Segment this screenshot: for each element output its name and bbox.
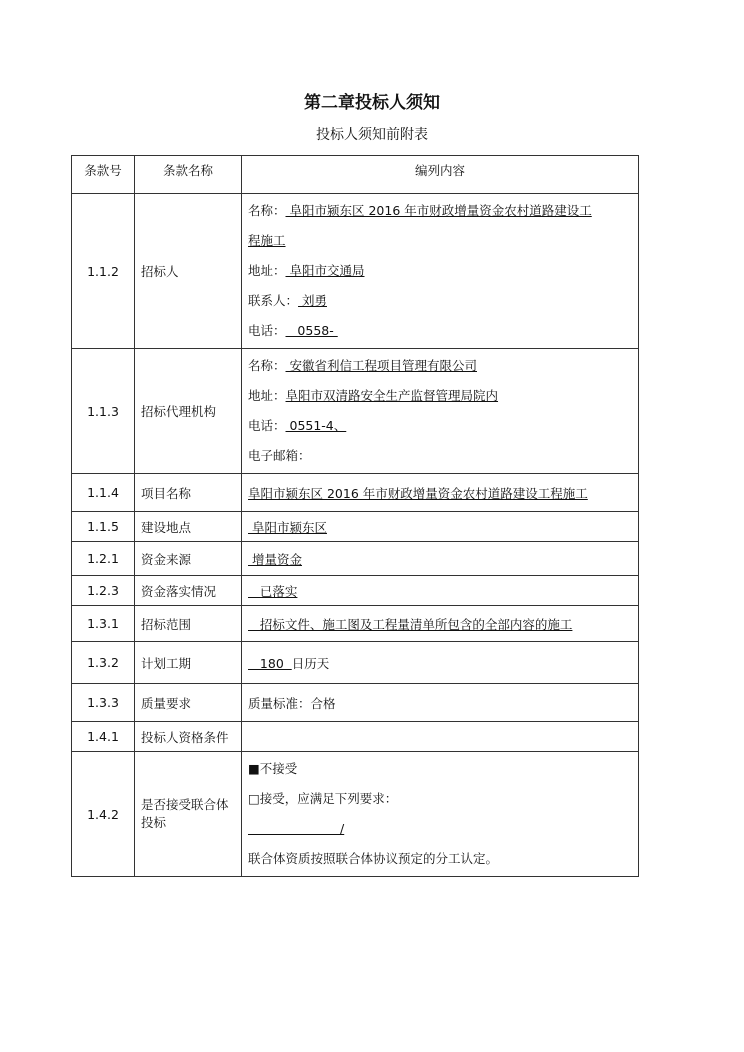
table-row [72, 752, 639, 877]
clause-name: 招标人 [135, 194, 242, 349]
header-no: 条款号 [72, 156, 135, 194]
clause-content: 已落实 [242, 576, 639, 606]
clause-name: 资金落实情况 [135, 576, 242, 606]
clause-content: 增量资金 [242, 542, 639, 576]
table-row [72, 194, 639, 349]
clause-no: 1.4.2 [72, 752, 135, 877]
clause-no: 1.1.3 [72, 349, 135, 474]
bidder-instructions-table [71, 155, 639, 877]
clause-name: 投标人资格条件 [135, 722, 242, 752]
table-row [72, 722, 639, 752]
clause-name: 资金来源 [135, 542, 242, 576]
table-row [72, 606, 639, 642]
clause-no: 1.1.4 [72, 474, 135, 512]
table-row [72, 542, 639, 576]
clause-no: 1.3.2 [72, 642, 135, 684]
clause-name: 质量要求 [135, 684, 242, 722]
table-title: 投标人须知前附表 [316, 127, 428, 143]
table-row [72, 576, 639, 606]
clause-content: 阜阳市颍东区 [242, 512, 639, 542]
table-header-row [72, 156, 639, 194]
clause-no: 1.2.3 [72, 576, 135, 606]
table-row [72, 349, 639, 474]
clause-no: 1.3.1 [72, 606, 135, 642]
clause-name: 计划工期 [135, 642, 242, 684]
clause-no: 1.2.1 [72, 542, 135, 576]
clause-no: 1.1.5 [72, 512, 135, 542]
clause-content: 名称： 阜阳市颍东区 2016 年市财政增量资金农村道路建设工 程施工 地址： 阜阳市交通局 联系人： 刘勇 电话： 0558- [242, 194, 639, 349]
clause-content: ■不接受 □接受，应满足下列要求： / 联合体资质按照联合体协议预定的分工认定。 [242, 752, 639, 877]
clause-no: 1.1.2 [72, 194, 135, 349]
clause-name: 是否接受联合体投标 [135, 752, 242, 877]
chapter-title: 第二章投标人须知 [304, 93, 440, 113]
clause-name: 招标范围 [135, 606, 242, 642]
clause-no: 1.3.3 [72, 684, 135, 722]
clause-no: 1.4.1 [72, 722, 135, 752]
clause-name: 招标代理机构 [135, 349, 242, 474]
table-row [72, 642, 639, 684]
clause-content: 180 日历天 [242, 642, 639, 684]
header-content: 编列内容 [242, 156, 639, 194]
clause-content: 质量标准：合格 [242, 684, 639, 722]
header-name: 条款名称 [135, 156, 242, 194]
clause-name: 建设地点 [135, 512, 242, 542]
clause-content: 阜阳市颍东区 2016 年市财政增量资金农村道路建设工程施工 [242, 474, 639, 512]
table-row [72, 684, 639, 722]
clause-name: 项目名称 [135, 474, 242, 512]
table-row [72, 474, 639, 512]
clause-content: 招标文件、施工图及工程量清单所包含的全部内容的施工 [242, 606, 639, 642]
clause-content [242, 722, 639, 752]
clause-content: 名称： 安徽省利信工程项目管理有限公司 地址：阜阳市双清路安全生产监督管理局院内 电话： 0551-4、 电子邮箱： [242, 349, 639, 474]
blank-line [248, 820, 340, 835]
table-row [72, 512, 639, 542]
